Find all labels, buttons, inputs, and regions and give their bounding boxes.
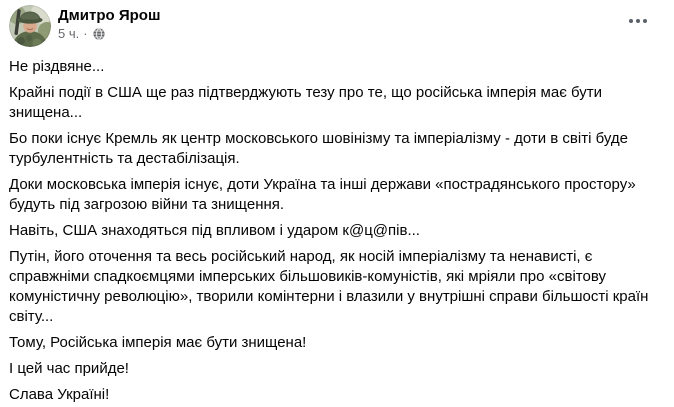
- post-paragraph: І цей час прийде!: [9, 360, 129, 377]
- post-paragraph: Тому, Російська імперія має бути знищена!: [9, 334, 307, 351]
- ellipsis-icon: [629, 19, 633, 23]
- post-header: [9, 5, 664, 47]
- post-content: [9, 57, 664, 405]
- post-paragraph: Не різдвяне...: [9, 58, 105, 75]
- avatar-image: [9, 5, 51, 47]
- avatar[interactable]: [9, 5, 51, 47]
- post-paragraph: Доки московська імперія існує, доти Україна та інші держави «пострадянського простору» будуть під загрозою війни та знищення.: [9, 176, 640, 213]
- post-paragraph: Бо поки існує Кремль як центр московського шовінізму та імперіалізму - доти в світі буде турбулентність та дестабілізація.: [9, 130, 633, 167]
- post-menu-button[interactable]: [623, 13, 653, 29]
- globe-icon: [93, 28, 105, 40]
- author-name-link[interactable]: Дмитро Ярош: [58, 7, 161, 24]
- post-paragraph: Слава Україні!: [9, 386, 110, 403]
- post-paragraph: Навіть, США знаходяться під впливом і ударом к@ц@пів...: [9, 222, 420, 239]
- meta-separator: ·: [83, 26, 88, 41]
- post-header-info: [58, 5, 160, 42]
- post-meta: [58, 26, 160, 42]
- post-paragraph: Крайні події в США ще раз підтверджують тезу про те, що російська імперія має бути знищена...: [9, 84, 607, 121]
- post-paragraph: Путін, його оточення та весь російський народ, як носій імперіалізму та ненависті, є справжніми спадкоємцями імперських більшовиків-комуністів, які мріяли про «світову комуністичну революцію», творили комінтерни і влазили у внутрішні справи більшості країн світу...: [9, 248, 653, 325]
- timestamp-link[interactable]: 5 ч.: [58, 26, 80, 41]
